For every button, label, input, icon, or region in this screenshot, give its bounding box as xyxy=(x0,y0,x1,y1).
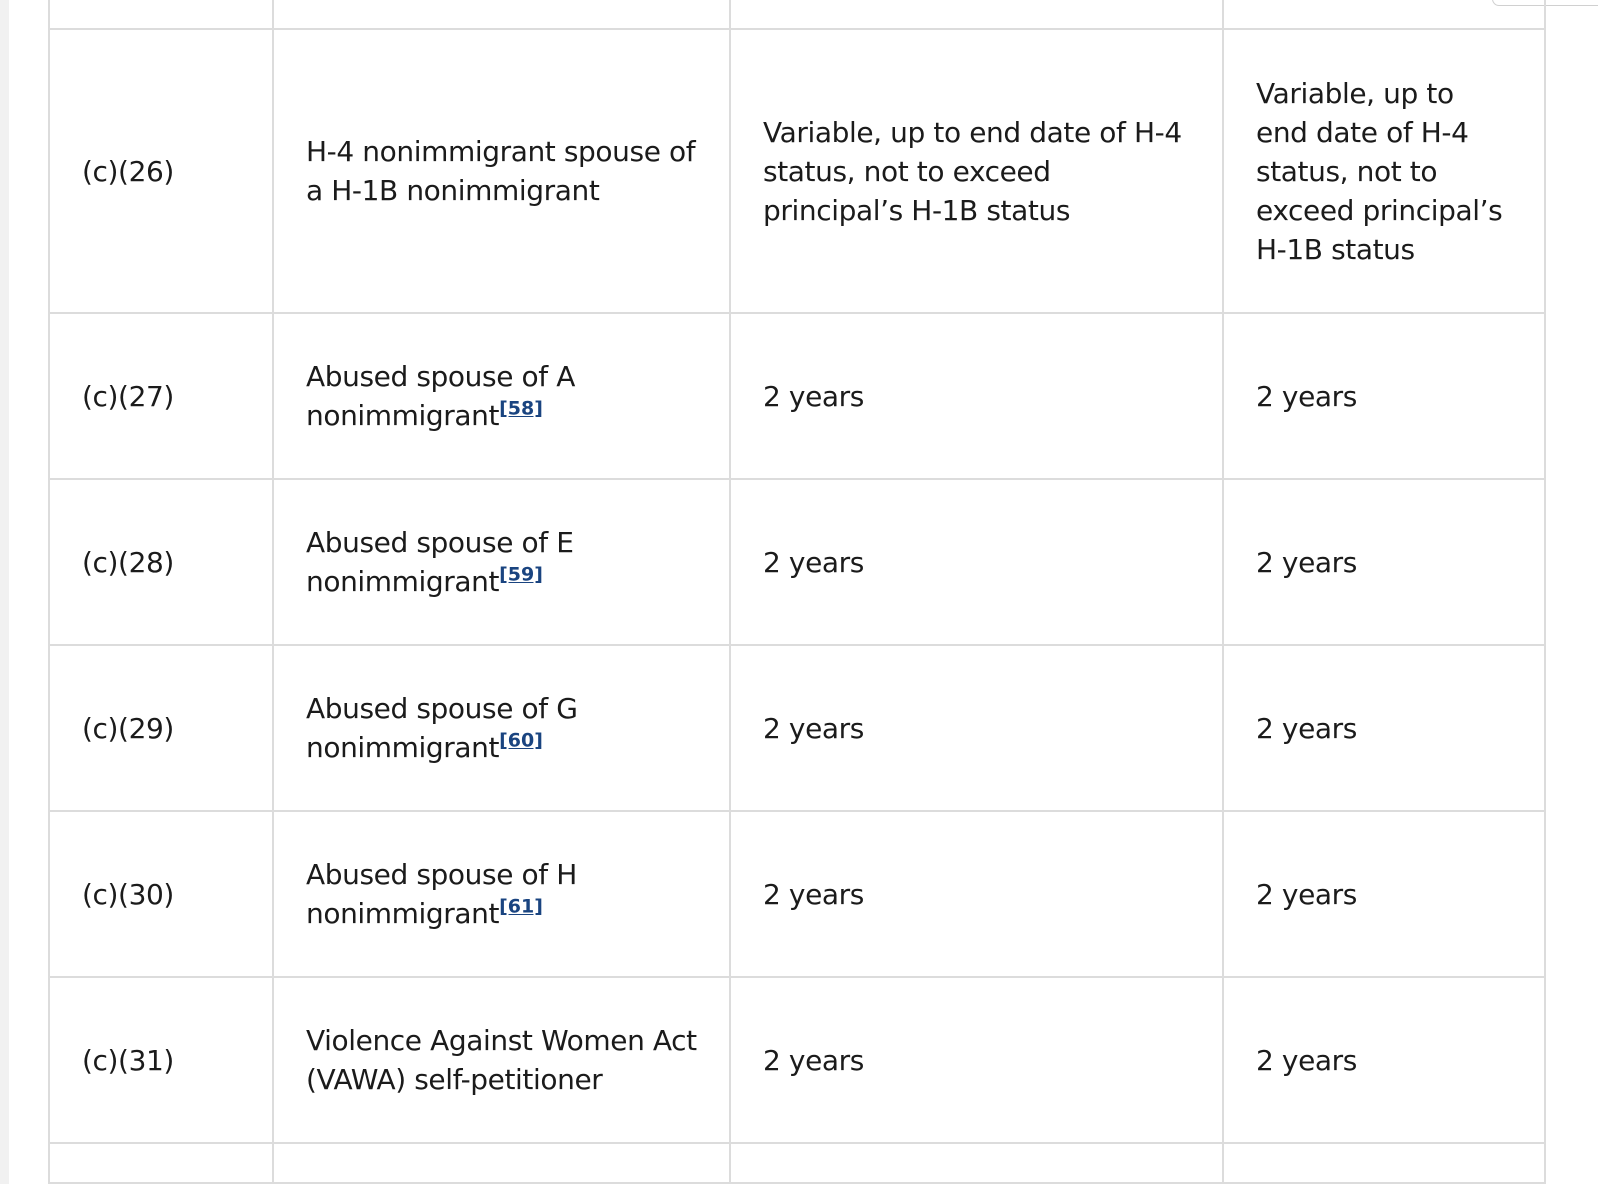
category-description-cell xyxy=(273,645,730,811)
footnote-link[interactable]: [61] xyxy=(499,895,543,918)
footnote-link[interactable]: [59] xyxy=(499,563,543,586)
renewal-validity-cell: 2 years xyxy=(1223,977,1545,1143)
table-row xyxy=(49,313,1545,479)
category-description: Abused spouse of A nonimmigrant xyxy=(306,360,575,432)
table-cell xyxy=(49,1143,273,1183)
renewal-validity-cell: 2 years xyxy=(1223,479,1545,645)
table-cell xyxy=(730,0,1223,29)
table-cell xyxy=(273,1143,730,1183)
category-code-cell: (c)(27) xyxy=(49,313,273,479)
renewal-validity-cell: 2 years xyxy=(1223,645,1545,811)
initial-validity-cell: 2 years xyxy=(730,977,1223,1143)
initial-validity-cell: 2 years xyxy=(730,645,1223,811)
category-code-cell: (c)(26) xyxy=(49,29,273,313)
category-code-cell: (c)(28) xyxy=(49,479,273,645)
category-description-cell xyxy=(273,479,730,645)
initial-validity-cell: Variable, up to end date of H-4 status, not to exceed principal’s H-1B status xyxy=(730,29,1223,313)
initial-validity-cell: 2 years xyxy=(730,479,1223,645)
table-row xyxy=(49,479,1545,645)
category-description: Abused spouse of H nonimmigrant xyxy=(306,858,577,930)
table-row xyxy=(49,811,1545,977)
page-gutter xyxy=(0,0,9,1184)
category-code-cell: (c)(29) xyxy=(49,645,273,811)
table-cell xyxy=(1223,1143,1545,1183)
category-description-cell xyxy=(273,313,730,479)
table-row-previous xyxy=(49,0,1545,29)
table-row xyxy=(49,645,1545,811)
table-row xyxy=(49,29,1545,313)
table-cell xyxy=(730,1143,1223,1183)
footnote-link[interactable]: [60] xyxy=(499,729,543,752)
category-description: Abused spouse of G nonimmigrant xyxy=(306,692,578,764)
initial-validity-cell: 2 years xyxy=(730,313,1223,479)
table-cell xyxy=(1223,0,1545,29)
category-description: Violence Against Women Act (VAWA) self-petitioner xyxy=(306,1024,697,1096)
initial-validity-cell: 2 years xyxy=(730,811,1223,977)
category-code-cell: (c)(31) xyxy=(49,977,273,1143)
table-row-next xyxy=(49,1143,1545,1183)
ead-validity-table xyxy=(48,0,1546,1184)
renewal-validity-cell: 2 years xyxy=(1223,811,1545,977)
renewal-validity-cell: 2 years xyxy=(1223,313,1545,479)
renewal-validity-cell: Variable, up to end date of H-4 status, not to exceed principal’s H-1B status xyxy=(1223,29,1545,313)
category-description-cell xyxy=(273,811,730,977)
footnote-link[interactable]: [58] xyxy=(499,397,543,420)
category-description-cell xyxy=(273,977,730,1143)
category-description: Abused spouse of E nonimmigrant xyxy=(306,526,574,598)
category-code-cell: (c)(30) xyxy=(49,811,273,977)
table-cell xyxy=(49,0,273,29)
category-description-cell xyxy=(273,29,730,313)
category-description: H-4 nonimmigrant spouse of a H-1B nonimmigrant xyxy=(306,135,696,207)
table-row xyxy=(49,977,1545,1143)
table-cell xyxy=(273,0,730,29)
